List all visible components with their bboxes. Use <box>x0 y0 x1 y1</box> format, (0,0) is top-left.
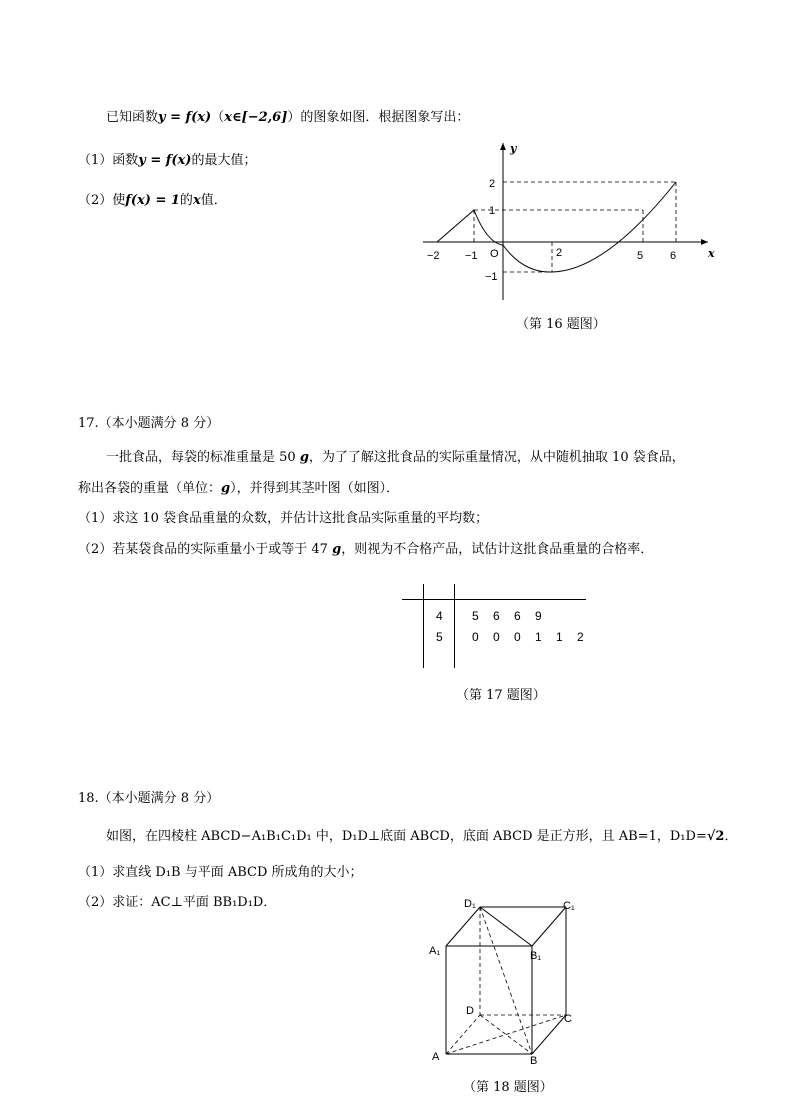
leaf: 6 <box>514 609 521 623</box>
p16-question-1 <box>78 153 256 169</box>
tick-y-2: 2 <box>489 178 496 190</box>
p17-q2-unit: g <box>332 542 342 557</box>
p17-p2-unit: g <box>221 481 231 496</box>
p16-q2-text-c: 值． <box>200 193 227 208</box>
label-C1: C₁ <box>563 900 575 912</box>
p16-question-2 <box>78 193 227 209</box>
label-origin: O <box>490 248 499 260</box>
edge-A1-D1 <box>446 907 480 946</box>
tick-x-m2: −2 <box>427 250 440 262</box>
leaf: 0 <box>472 630 479 644</box>
label-B: B <box>530 1055 538 1067</box>
p18-p1-text-b: ． <box>724 829 738 844</box>
p17-p1-unit: g <box>299 450 309 465</box>
label-A: A <box>432 1051 440 1063</box>
leaf: 1 <box>556 630 563 644</box>
p18-paragraph <box>106 829 737 845</box>
p16-intro-text-a: 已知函数 <box>106 110 159 125</box>
label-B1: B₁ <box>530 950 542 962</box>
leaf: 9 <box>535 609 542 623</box>
p17-paragraph-line1 <box>106 450 685 466</box>
stem-leaf-divider <box>454 584 455 668</box>
label-C: C <box>564 1013 572 1025</box>
p18-header: 18.（本小题满分 8 分） <box>78 791 220 806</box>
p16-q2-x: x <box>192 193 201 208</box>
p16-intro-text-b: （ <box>211 110 225 125</box>
p16-domain: x∈[−2,6] <box>224 110 288 125</box>
p17-p1-text-a: 一批食品，每袋的标准重量是 50 <box>106 450 296 465</box>
p16-function-graph <box>415 135 715 310</box>
p17-stem-leaf-plot <box>402 584 586 668</box>
p17-header: 17.（本小题满分 8 分） <box>78 416 220 431</box>
leaf: 5 <box>472 609 479 623</box>
p16-q2-eq: f(x) = 1 <box>125 193 180 208</box>
p18-caption: （第 18 题图） <box>463 1080 553 1095</box>
label-D: D <box>466 1005 474 1017</box>
leaf: 2 <box>577 630 584 644</box>
p18-question-1: （1）求直线 D₁B 与平面 ABCD 所成角的大小； <box>78 865 363 880</box>
tick-y-m1: −1 <box>485 271 498 283</box>
leaf: 6 <box>493 609 500 623</box>
p16-caption: （第 16 题图） <box>516 317 606 332</box>
stem-leaf-top-line <box>402 599 586 600</box>
tick-x-2: 2 <box>556 247 563 259</box>
p16-intro-text-c: ）的图象如图．根据图象写出： <box>287 110 470 125</box>
leaf: 1 <box>535 630 542 644</box>
p16-func: y = f(x) <box>158 110 212 125</box>
edge-D1-B1 <box>480 907 532 946</box>
p16-q1-func: y = f(x) <box>138 153 192 168</box>
p16-q1-text-b: 的最大值； <box>191 153 257 168</box>
leaf: 0 <box>493 630 500 644</box>
diag-D1-B <box>480 907 532 1054</box>
leaf: 0 <box>514 630 521 644</box>
tick-y-1: 1 <box>489 205 496 217</box>
stem-leaf-left-line <box>423 584 424 668</box>
p18-prism-figure <box>420 890 590 1070</box>
label-D1: D₁ <box>464 898 476 910</box>
label-y-axis: y <box>510 142 517 155</box>
p17-caption: （第 17 题图） <box>456 688 546 703</box>
p16-q2-text-b: 的 <box>179 193 193 208</box>
p17-p1-text-b: ，为了了解这批食品的实际重量情况，从中随机抽取 10 袋食品， <box>308 450 685 465</box>
edge-B1-C1 <box>532 907 566 946</box>
diag-A-C <box>446 1015 566 1054</box>
tick-x-5: 5 <box>637 250 644 262</box>
tick-x-m1: −1 <box>465 250 478 262</box>
p18-p1-text-a: 如图，在四棱柱 ABCD−A₁B₁C₁D₁ 中，D₁D⊥底面 ABCD，底面 ABCD 是正方形，且 AB=1，D₁D= <box>106 829 707 844</box>
p16-q1-text-a: （1）函数 <box>78 153 139 168</box>
p16-intro <box>106 110 469 126</box>
p17-p2-text-a: 称出各袋的重量（单位： <box>78 481 222 496</box>
p17-p2-text-b: ），并得到其茎叶图（如图）． <box>230 481 400 496</box>
p17-q2-text-b: ，则视为不合格产品，试估计这批食品重量的合格率． <box>341 542 654 557</box>
label-x-axis: x <box>708 247 715 260</box>
label-A1: A₁ <box>429 945 441 957</box>
stem-4: 4 <box>436 609 443 623</box>
p17-paragraph-line2 <box>78 481 399 497</box>
p17-q2-text-a: （2）若某袋食品的实际重量小于或等于 47 <box>78 542 328 557</box>
tick-x-6: 6 <box>670 250 677 262</box>
p16-q2-text-a: （2）使 <box>78 193 126 208</box>
p17-question-2 <box>78 542 653 558</box>
p17-question-1: （1）求这 10 袋食品重量的众数，并估计这批食品实际重量的平均数； <box>78 511 489 526</box>
stem-5: 5 <box>436 630 443 644</box>
p18-question-2: （2）求证：AC⊥平面 BB₁D₁D． <box>78 895 277 910</box>
p18-sqrt: √2 <box>706 829 725 844</box>
